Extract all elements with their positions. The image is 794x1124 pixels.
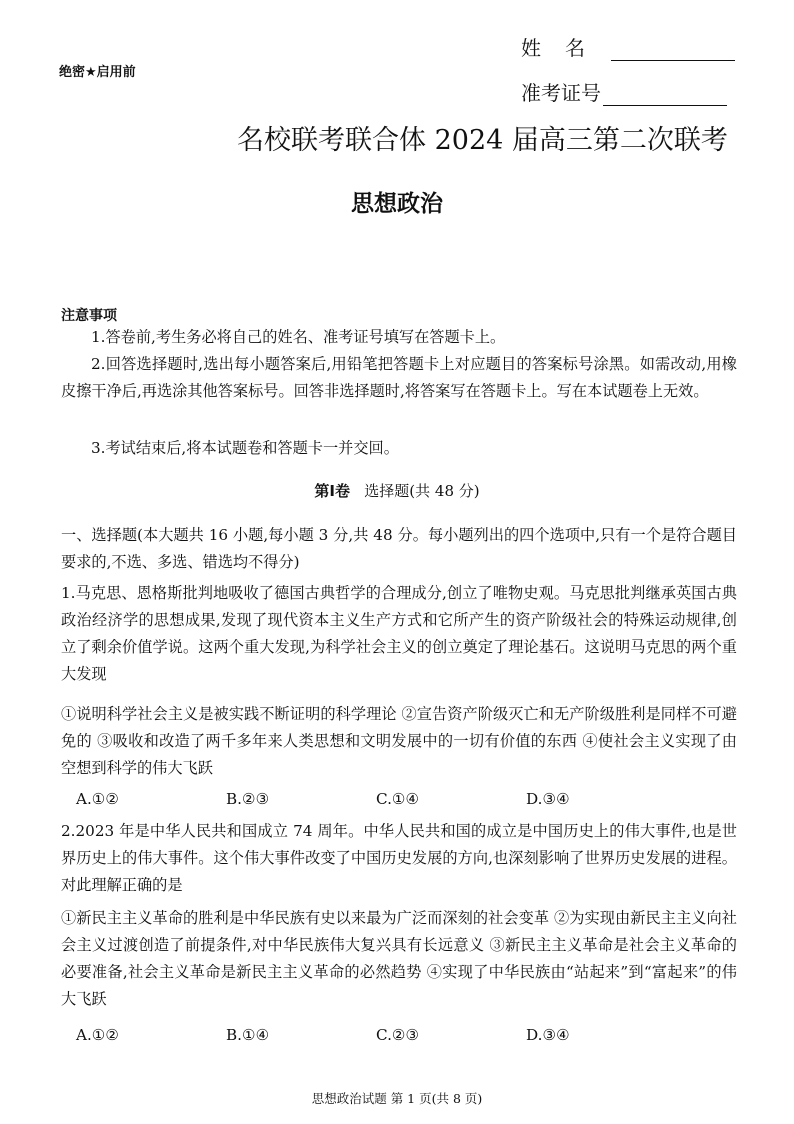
question-2-option-c[interactable]: C.②③	[376, 1026, 420, 1044]
question-1-option-d[interactable]: D.③④	[526, 790, 570, 808]
exam-number-label: 准考证号	[521, 81, 601, 105]
question-2-option-b[interactable]: B.①④	[226, 1026, 270, 1044]
notice-item-1: 1.答卷前,考生务必将自己的姓名、准考证号填写在答题卡上。	[91, 328, 506, 346]
exam-title: 名校联考联合体 2024 届高三第二次联考	[237, 125, 728, 156]
name-blank-line	[611, 40, 735, 61]
name-field	[521, 32, 735, 61]
question-2-option-d[interactable]: D.③④	[526, 1026, 570, 1044]
question-1-option-a[interactable]: A.①②	[76, 790, 120, 808]
section-heading-title: 选择题(共 48 分)	[364, 482, 480, 500]
question-2-options	[76, 1026, 676, 1044]
page-footer: 思想政治试题 第 1 页(共 8 页)	[311, 1091, 483, 1106]
question-2-statements: ①新民主主义革命的胜利是中华民族有史以来最为广泛而深刻的社会变革 ②为实现由新民主主义向社会主义过渡创造了前提条件,对中华民族伟大复兴具有长远意义 ③新民主主义革命是社会主义革命的必要准备,社会主义革命是新民主主义革命的必然趋势 ④实现了中华民族由“站起来”到“富起来”的伟大飞跃	[61, 909, 737, 1008]
question-1-options	[76, 790, 676, 808]
notice-item-2: 2.回答选择题时,选出每小题答案后,用铅笔把答题卡上对应题目的答案标号涂黑。如需改动,用橡皮擦干净后,再选涂其他答案标号。回答非选择题时,将答案写在答题卡上。写在本试题卷上无效。	[61, 355, 737, 400]
question-2-option-a[interactable]: A.①②	[76, 1026, 120, 1044]
question-1-statements: ①说明科学社会主义是被实践不断证明的科学理论 ②宣告资产阶级灭亡和无产阶级胜利是同样不可避免的 ③吸收和改造了两千多年来人类思想和文明发展中的一切有价值的东西 ④使社会主义实现了由空想到科学的伟大飞跃	[61, 705, 737, 777]
name-label: 姓名	[521, 36, 609, 60]
section-heading-part: 第Ⅰ卷	[314, 482, 350, 500]
confidential-label: 绝密★启用前	[59, 65, 136, 80]
notice-item-3: 3.考试结束后,将本试题卷和答题卡一并交回。	[91, 439, 399, 457]
exam-number-blank-line	[603, 85, 727, 106]
section-heading	[0, 480, 794, 501]
section-instructions: 一、选择题(本大题共 16 小题,每小题 3 分,共 48 分。每小题列出的四个选项中,只有一个是符合题目要求的,不选、多选、错选均不得分)	[61, 526, 737, 571]
question-1-option-b[interactable]: B.②③	[226, 790, 270, 808]
question-2-stem: 2.2023 年是中华人民共和国成立 74 周年。中华人民共和国的成立是中国历史上的伟大事件,也是世界历史上的伟大事件。这个伟大事件改变了中国历史发展的方向,也深刻影响了世界历史发展的进程。对此理解正确的是	[61, 822, 737, 894]
question-1-option-c[interactable]: C.①④	[376, 790, 420, 808]
exam-number-field	[521, 77, 727, 106]
question-1-stem: 1.马克思、恩格斯批判地吸收了德国古典哲学的合理成分,创立了唯物史观。马克思批判继承英国古典政治经济学的思想成果,发现了现代资本主义生产方式和它所产生的资产阶级社会的特殊运动规律,创立了剩余价值学说。这两个重大发现,为科学社会主义的创立奠定了理论基石。这说明马克思的两个重大发现	[61, 584, 737, 683]
notice-heading: 注意事项	[61, 308, 117, 324]
subject-title: 思想政治	[351, 191, 443, 217]
